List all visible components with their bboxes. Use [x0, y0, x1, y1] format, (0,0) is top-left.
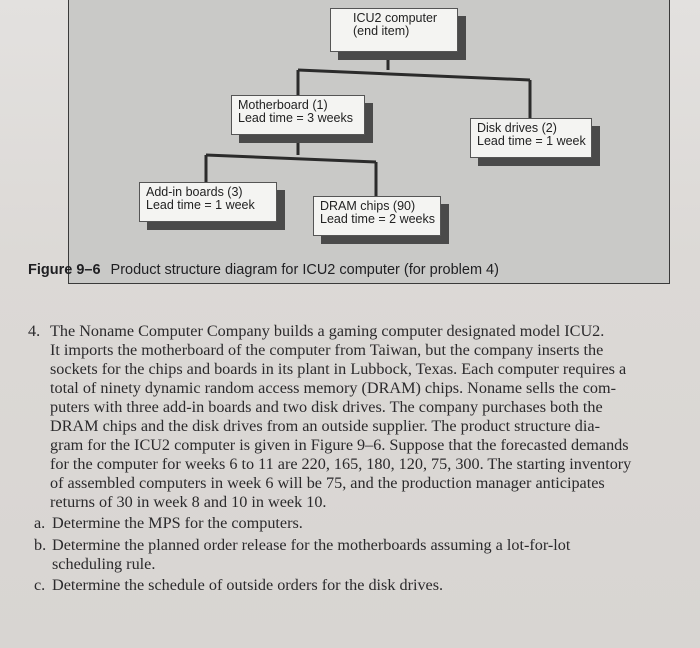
- problem-line: The Noname Computer Company builds a gaming computer designated model ICU2.: [50, 322, 605, 340]
- figure-caption: [28, 262, 499, 278]
- problem-line: DRAM chips and the disk drives from an outside supplier. The product structure dia-: [50, 417, 600, 435]
- problem-line: gram for the ICU2 computer is given in Figure 9–6. Suppose that the forecasted demands: [50, 436, 629, 454]
- problem-line: of assembled computers in week 6 will be 75, and the production manager anticipates: [50, 474, 605, 492]
- part-c-label: c.: [34, 576, 46, 594]
- part-b-label: b.: [34, 536, 47, 554]
- problem-line: It imports the motherboard of the computer from Taiwan, but the company inserts the: [50, 341, 604, 359]
- part-b-line1: Determine the planned order release for the motherboards assuming a lot-for-lot: [52, 536, 571, 554]
- figure-number: Figure 9–6: [28, 262, 101, 278]
- node-motherboard: [231, 95, 365, 135]
- part-a-text: Determine the MPS for the computers.: [52, 514, 303, 532]
- node-addin-line1: Add-in boards (3): [146, 185, 243, 199]
- part-a-label: a.: [34, 514, 46, 532]
- node-motherboard-line1: Motherboard (1): [238, 98, 328, 112]
- node-icu2-line2: (end item): [353, 24, 410, 38]
- problem-number: 4.: [28, 322, 41, 340]
- problem-line: sockets for the chips and boards in its plant in Lubbock, Texas. Each computer requires a: [50, 360, 627, 378]
- node-dram-chips: [313, 196, 441, 236]
- node-add-in-boards: [139, 182, 277, 222]
- part-c-text: Determine the schedule of outside orders for the disk drives.: [52, 576, 444, 594]
- node-disk-drives: [470, 118, 592, 158]
- node-disk-line2: Lead time = 1 week: [477, 134, 586, 148]
- node-dram-line1: DRAM chips (90): [320, 199, 416, 213]
- node-disk-line1: Disk drives (2): [477, 121, 557, 135]
- part-b-line2: scheduling rule.: [52, 555, 156, 573]
- problem-line: returns of 30 in week 8 and 10 in week 10.: [50, 493, 327, 511]
- figure-caption-text: Product structure diagram for ICU2 computer (for problem 4): [110, 262, 499, 278]
- problem-line: puters with three add-in boards and two disk drives. The company purchases both the: [50, 398, 603, 416]
- problem-line: for the computer for weeks 6 to 11 are 220, 165, 180, 120, 75, 300. The starting inventory: [50, 455, 632, 473]
- problem-line: total of ninety dynamic random access memory (DRAM) chips. Noname sells the com-: [50, 379, 616, 397]
- node-icu2-computer: [330, 8, 458, 52]
- node-icu2-line1: ICU2 computer: [353, 11, 438, 25]
- node-addin-line2: Lead time = 1 week: [146, 198, 255, 212]
- node-motherboard-line2: Lead time = 3 weeks: [238, 111, 353, 125]
- node-dram-line2: Lead time = 2 weeks: [320, 212, 435, 226]
